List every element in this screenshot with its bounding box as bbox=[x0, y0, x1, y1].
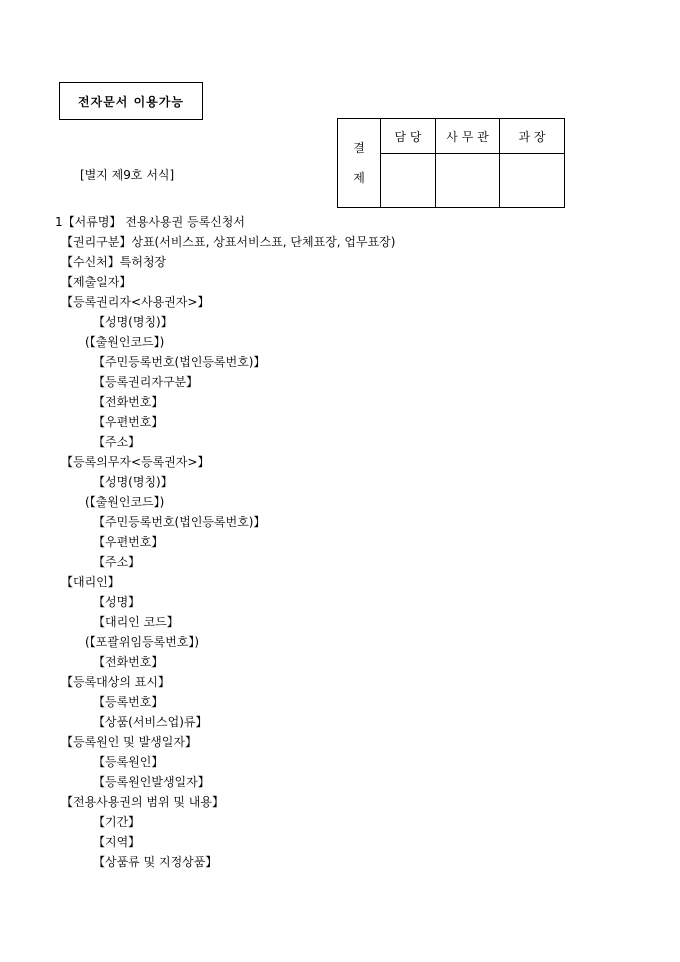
form-field-line: 【우편번호】 bbox=[93, 415, 164, 429]
form-field-line: 【성명(명칭)】 bbox=[93, 475, 173, 489]
approval-signature-table bbox=[337, 118, 565, 208]
e-document-available-label: 전자문서 이용가능 bbox=[78, 94, 184, 109]
form-field-line: 【전용사용권의 범위 및 내용】 bbox=[61, 795, 224, 809]
form-field-line: (【출원인코드】) bbox=[85, 335, 165, 349]
form-field-line: 【기간】 bbox=[93, 815, 141, 829]
form-field-line: 【등록원인발생일자】 bbox=[93, 775, 210, 789]
form-field-line: 【성명(명칭)】 bbox=[93, 315, 173, 329]
form-number-label: [별지 제9호 서식] bbox=[80, 168, 175, 182]
form-field-line: 【대리인 코드】 bbox=[93, 615, 179, 629]
form-field-line: 【등록대상의 표시】 bbox=[61, 675, 170, 689]
e-document-available-box bbox=[59, 82, 203, 120]
form-field-line: 【등록권리자구분】 bbox=[93, 375, 199, 389]
form-field-line: 【등록원인】 bbox=[93, 755, 164, 769]
approval-sign-director bbox=[500, 154, 565, 208]
form-field-line: 【제출일자】 bbox=[61, 275, 132, 289]
form-field-line: 【주소】 bbox=[93, 555, 141, 569]
approval-side-top: 결 bbox=[353, 141, 365, 155]
application-form-body bbox=[55, 212, 395, 872]
approval-sign-staff bbox=[381, 154, 436, 208]
form-field-line: (【포괄위임등록번호】) bbox=[85, 635, 200, 649]
form-field-line: 【전화번호】 bbox=[93, 395, 164, 409]
form-field-line: 【대리인】 bbox=[61, 575, 120, 589]
form-field-line: 【성명】 bbox=[93, 595, 141, 609]
form-field-line: 【등록원인 및 발생일자】 bbox=[61, 735, 197, 749]
approval-sign-officer bbox=[436, 154, 500, 208]
form-field-line: 【권리구분】상표(서비스표, 상표서비스표, 단체표장, 업무표장) bbox=[61, 235, 396, 249]
form-field-line: (【출원인코드】) bbox=[85, 495, 165, 509]
form-field-line: 【주민등록번호(법인등록번호)】 bbox=[93, 515, 266, 529]
form-field-line: 【상품(서비스업)류】 bbox=[93, 715, 208, 729]
form-field-line: 【전화번호】 bbox=[93, 655, 164, 669]
form-field-line: 【등록권리자<사용권자>】 bbox=[61, 295, 210, 309]
form-field-line: 【지역】 bbox=[93, 835, 141, 849]
form-field-line: 【주소】 bbox=[93, 435, 141, 449]
approval-col-staff: 담 당 bbox=[381, 119, 436, 154]
approval-side-bottom: 제 bbox=[353, 171, 365, 185]
form-field-line: 【등록번호】 bbox=[93, 695, 164, 709]
approval-col-officer: 사 무 관 bbox=[436, 119, 500, 154]
approval-col-director: 과 장 bbox=[500, 119, 565, 154]
form-field-line: 【우편번호】 bbox=[93, 535, 164, 549]
approval-side-label bbox=[338, 119, 381, 208]
form-field-line: 【수신처】특허청장 bbox=[61, 255, 167, 269]
form-field-line: 【주민등록번호(법인등록번호)】 bbox=[93, 355, 266, 369]
form-field-line: 【등록의무자<등록권자>】 bbox=[61, 455, 210, 469]
form-field-line: 1【서류명】 전용사용권 등록신청서 bbox=[55, 215, 245, 229]
form-field-line: 【상품류 및 지정상품】 bbox=[93, 855, 218, 869]
